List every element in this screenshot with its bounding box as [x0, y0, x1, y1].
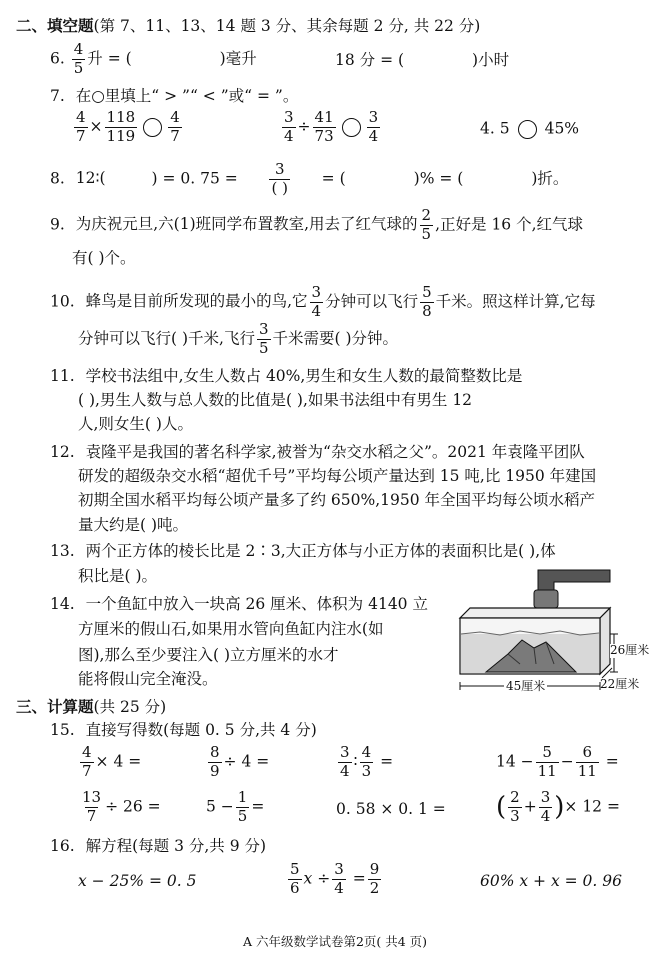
- q7-expression-2: $\frac{3}{4}$ ÷ $\frac{41}{73}$ $\frac{3}{4}$: [284, 108, 379, 145]
- question-10: 10. 蜂鸟是目前所发现的最小的鸟,它 $\frac{3}{4}$ 分钟可以飞行 $\frac{5}{8}$ 千米。照这样计算,它每: [50, 283, 596, 320]
- question-14-line-2: 方厘米的假山石,如果用水管向鱼缸内注水(如: [78, 620, 384, 638]
- question-6-right: [335, 52, 509, 70]
- question-number: 9.: [50, 215, 65, 234]
- q15-row1-item1: $\frac{4}{7}$ × 4 =: [82, 743, 142, 780]
- fish-tank-figure: [450, 568, 660, 708]
- tank-height-label: 26厘米: [610, 643, 650, 657]
- question-12-line-4: 量大约是( )吨。: [78, 516, 189, 534]
- question-11-line-2: ( ),男生人数与总人数的比值是( ),如果书法组中有男生 12: [78, 391, 473, 409]
- question-16: 16. 解方程(每题 3 分,共 9 分): [50, 837, 267, 855]
- answer-circle[interactable]: [518, 120, 537, 139]
- q15-row2-item3: 0. 58 × 0. 1 =: [336, 800, 446, 818]
- tank-length-label: 45厘米: [506, 679, 546, 693]
- answer-circle[interactable]: [342, 118, 361, 137]
- q16-equation-3: 60% x + x = 0. 96: [480, 872, 622, 890]
- question-6: [50, 42, 257, 77]
- q6-part-b: )毫升: [219, 49, 257, 68]
- question-number: 11.: [50, 367, 75, 385]
- question-number: 14.: [50, 595, 75, 613]
- question-13-line-2: 积比是( )。: [78, 567, 158, 585]
- q15-row2-item2: 5 − $\frac{1}{5}$ =: [206, 788, 265, 825]
- question-14: 14. 一个鱼缸中放入一块高 26 厘米、体积为 4140 立: [50, 595, 428, 613]
- q15-row2-item1: $\frac{13}{7}$ ÷ 26 =: [82, 788, 161, 825]
- q16-equation-1: x − 25% = 0. 5: [78, 872, 197, 890]
- question-number: 7.: [50, 87, 65, 105]
- question-text: 在○里填上“ > ”“ < ”或“ = ”。: [75, 87, 299, 105]
- q6-part-d: )小时: [472, 51, 510, 69]
- answer-circle[interactable]: [143, 118, 162, 137]
- section-2-heading: [16, 17, 480, 36]
- question-number: 10.: [50, 292, 75, 311]
- q15-row1-item2: $\frac{8}{9}$ ÷ 4 =: [210, 743, 270, 780]
- tank-width-label: 22厘米: [600, 677, 640, 691]
- q7-expression-3: 4. 5 45%: [480, 119, 580, 138]
- question-10-line-2: 分钟可以飞行( )千米,飞行 $\frac{3}{5}$ 千米需要( )分钟。: [78, 320, 399, 357]
- section-2-note: (第 7、11、13、14 题 3 分、其余每题 2 分, 共 22 分): [93, 17, 481, 35]
- fraction: $\frac{4}{5}$: [73, 40, 84, 77]
- section-2-title: 二、填空题: [16, 16, 94, 35]
- question-13: 13. 两个正方体的棱长比是 2∶3,大正方体与小正方体的表面积比是( ),体: [50, 542, 556, 560]
- question-8: 8. 12∶( ) = 0. 75 = $\frac{3}{( )}$ = ( )% = ( )折。: [50, 160, 569, 197]
- question-15: 15. 直接写得数(每题 0. 5 分,共 4 分): [50, 721, 317, 739]
- question-number: 16.: [50, 837, 75, 855]
- section-3-title: 三、计算题: [16, 697, 94, 716]
- question-9-line-2: 有( )个。: [72, 249, 136, 267]
- q15-row1-item3: $\frac{3}{4}$ ∶ $\frac{4}{3}$ =: [340, 743, 394, 780]
- page-footer: A 六年级数学试卷第2页( 共4 页): [242, 934, 428, 949]
- question-number: 15.: [50, 721, 75, 739]
- question-12: 12. 袁隆平是我国的著名科学家,被誉为“杂交水稻之父”。2021 年袁隆平团队: [50, 443, 585, 461]
- q6-part-c: 18 分 = (: [335, 51, 405, 69]
- question-number: 13.: [50, 542, 75, 560]
- section-3-note: (共 25 分): [93, 698, 167, 716]
- question-7: [50, 88, 298, 106]
- question-number: 8.: [50, 169, 65, 188]
- q7-expression-1: $\frac{4}{7}$ × $\frac{118}{119}$ $\frac{4}{7}$: [76, 108, 180, 145]
- question-number: 12.: [50, 443, 75, 461]
- q6-part-a: 升 = (: [87, 49, 132, 68]
- q15-row2-item4: ( $\frac{2}{3}$ + $\frac{3}{4}$ )× 12 =: [496, 788, 620, 825]
- question-14-line-4: 能将假山完全淹没。: [78, 670, 218, 688]
- q16-equation-2: $\frac{5}{6}$ x ÷ $\frac{3}{4}$ = $\frac{9}{2}$: [290, 860, 380, 897]
- question-11: 11. 学校书法组中,女生人数占 40%,男生和女生人数的最简整数比是: [50, 367, 523, 385]
- section-3-heading: [16, 698, 166, 717]
- question-12-line-2: 研发的超级杂交水稻“超优千号”平均每公顷产量达到 15 吨,比 1950 年建国: [78, 467, 597, 485]
- question-number: 6.: [50, 49, 65, 68]
- question-11-line-3: 人,则女生( )人。: [78, 415, 193, 433]
- question-9: 9. 为庆祝元旦,六(1)班同学布置教室,用去了红气球的 $\frac{2}{5}$ ,正好是 16 个,红气球: [50, 206, 584, 243]
- q15-row1-item4: 14 − $\frac{5}{11}$ − $\frac{6}{11}$ =: [496, 743, 619, 780]
- question-14-line-3: 图),那么至少要注入( )立方厘米的水才: [78, 646, 339, 664]
- question-12-line-3: 初期全国水稻平均每公顷产量多了约 650%,1950 年全国平均每公顷水稻产: [78, 491, 596, 509]
